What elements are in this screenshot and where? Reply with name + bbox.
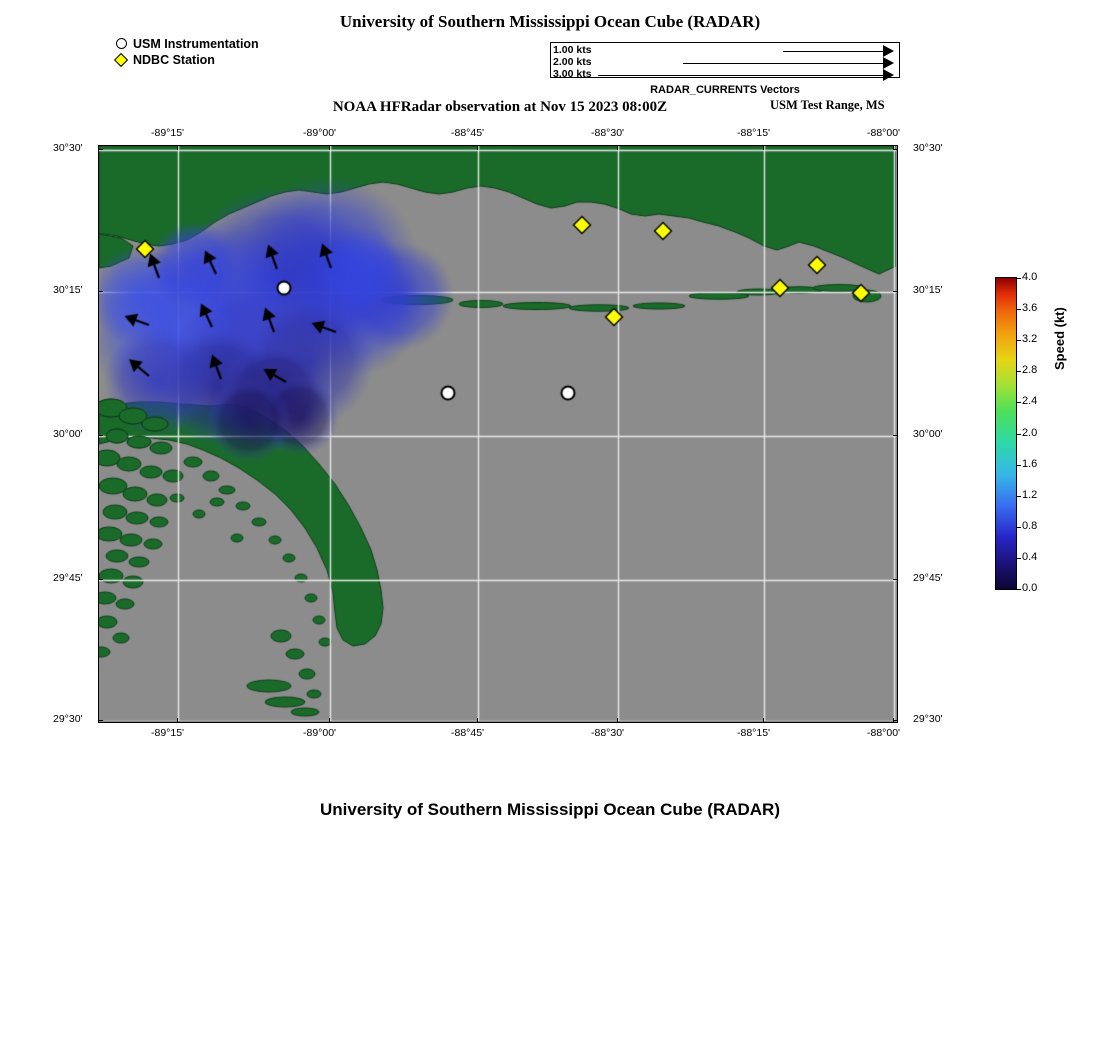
colorbar-tick-label: 3.2 xyxy=(1022,333,1038,346)
x-axis-tick-label: -88°45' xyxy=(451,127,485,139)
vector-key-row-3 xyxy=(551,69,899,81)
y-axis-tick-mark xyxy=(98,435,103,436)
colorbar-tick-mark xyxy=(1017,278,1021,279)
colorbar-tick-mark xyxy=(1017,434,1021,435)
map-legend xyxy=(112,36,259,68)
colorbar-tick-label: 4.0 xyxy=(1022,271,1038,283)
range-title: USM Test Range, MS xyxy=(770,98,885,112)
x-axis-tick-label: -88°00' xyxy=(867,127,901,139)
colorbar-tick-mark xyxy=(1017,340,1021,341)
colorbar-title: Speed (kt) xyxy=(1052,307,1067,370)
y-axis-tick-label: 30°30' xyxy=(53,142,83,154)
colorbar-tick-label: 2.4 xyxy=(1022,395,1038,408)
y-axis-tick-mark xyxy=(893,291,898,292)
colorbar-tick-label: 1.6 xyxy=(1022,457,1038,470)
legend-item-ndbc xyxy=(112,52,259,67)
colorbar-tick-label: 0.4 xyxy=(1022,550,1038,563)
colorbar-tick-label: 1.2 xyxy=(1022,488,1038,501)
x-axis-tick-mark xyxy=(617,718,618,723)
vector-key-caption: RADAR_CURRENTS Vectors xyxy=(650,84,800,96)
y-axis-tick-mark xyxy=(893,579,898,580)
x-axis-tick-label: -88°30' xyxy=(591,127,625,139)
colorbar xyxy=(995,277,1017,590)
y-axis-tick-label: 30°15' xyxy=(53,284,83,296)
x-axis-tick-mark xyxy=(763,718,764,723)
colorbar-tick-mark xyxy=(1017,402,1021,403)
x-axis-tick-label: -88°15' xyxy=(737,727,771,739)
vector-arrowhead-1 xyxy=(883,45,894,57)
x-axis-tick-label: -89°00' xyxy=(303,727,337,739)
legend-item-usm xyxy=(112,36,259,51)
vector-key-row-1 xyxy=(551,45,899,57)
vector-arrowhead-2 xyxy=(883,57,894,69)
colorbar-tick-mark xyxy=(1017,465,1021,466)
colorbar-tick-mark xyxy=(1017,589,1021,590)
y-axis-tick-mark xyxy=(893,149,898,150)
y-axis-tick-mark xyxy=(893,720,898,721)
y-axis-tick-mark xyxy=(98,579,103,580)
y-axis-tick-mark xyxy=(98,720,103,721)
x-axis-tick-label: -89°00' xyxy=(303,127,337,139)
x-axis-tick-label: -89°15' xyxy=(151,727,185,739)
map-viewport[interactable] xyxy=(98,145,898,723)
y-axis-tick-label: 30°00' xyxy=(913,428,943,440)
vector-key-label-2: 2.00 kts xyxy=(553,56,592,68)
x-axis-tick-mark xyxy=(477,718,478,723)
colorbar-tick-label: 0.0 xyxy=(1022,582,1038,594)
y-axis-tick-mark xyxy=(98,291,103,292)
colorbar-tick-label: 3.6 xyxy=(1022,302,1038,315)
colorbar-tick-label: 2.0 xyxy=(1022,426,1038,439)
page-title: University of Southern Mississippi Ocean Cube (RADAR) xyxy=(339,12,761,31)
footer-title: University of Southern Mississippi Ocean Cube (RADAR) xyxy=(319,800,780,819)
y-axis-tick-label: 29°30' xyxy=(913,713,943,725)
x-axis-tick-mark xyxy=(177,145,178,150)
x-axis-tick-mark xyxy=(477,145,478,150)
map-canvas[interactable] xyxy=(99,146,896,721)
y-axis-tick-mark xyxy=(893,435,898,436)
vector-key-row-2 xyxy=(551,57,899,69)
diamond-marker-icon xyxy=(112,55,130,65)
y-axis-tick-label: 30°15' xyxy=(913,284,943,296)
colorbar-tick-mark xyxy=(1017,309,1021,310)
x-axis-tick-mark xyxy=(763,145,764,150)
x-axis-tick-mark xyxy=(177,718,178,723)
colorbar-tick-mark xyxy=(1017,558,1021,559)
colorbar-tick-mark xyxy=(1017,496,1021,497)
x-axis-tick-label: -88°00' xyxy=(867,727,901,739)
y-axis-tick-mark xyxy=(98,149,103,150)
y-axis-tick-label: 30°00' xyxy=(53,428,83,440)
y-axis-tick-label: 30°30' xyxy=(913,142,943,154)
x-axis-tick-mark xyxy=(329,145,330,150)
vector-shaft-1 xyxy=(783,51,883,52)
x-axis-tick-mark xyxy=(329,718,330,723)
y-axis-tick-label: 29°30' xyxy=(53,713,83,725)
x-axis-tick-label: -88°30' xyxy=(591,727,625,739)
vector-key-label-1: 1.00 kts xyxy=(553,44,592,56)
vector-key-label-3: 3.00 kts xyxy=(553,68,592,80)
vector-arrowhead-3 xyxy=(883,69,894,81)
vector-shaft-3 xyxy=(598,75,883,76)
y-axis-tick-label: 29°45' xyxy=(53,572,83,584)
colorbar-tick-label: 0.8 xyxy=(1022,519,1038,532)
x-axis-tick-label: -88°45' xyxy=(451,727,485,739)
colorbar-tick-mark xyxy=(1017,527,1021,528)
legend-label-usm: USM Instrumentation xyxy=(133,36,259,51)
vector-scale-key xyxy=(550,42,900,78)
colorbar-gradient xyxy=(996,278,1016,589)
x-axis-tick-mark xyxy=(617,145,618,150)
x-axis-tick-label: -88°15' xyxy=(737,127,771,139)
legend-label-ndbc: NDBC Station xyxy=(133,52,215,67)
y-axis-tick-label: 29°45' xyxy=(913,572,943,584)
vector-shaft-2 xyxy=(683,63,883,64)
observation-title: NOAA HFRadar observation at Nov 15 2023 08:00Z xyxy=(332,99,668,115)
colorbar-tick-label: 2.8 xyxy=(1022,364,1038,377)
x-axis-tick-label: -89°15' xyxy=(151,127,185,139)
circle-marker-icon xyxy=(112,38,130,49)
colorbar-tick-mark xyxy=(1017,371,1021,372)
